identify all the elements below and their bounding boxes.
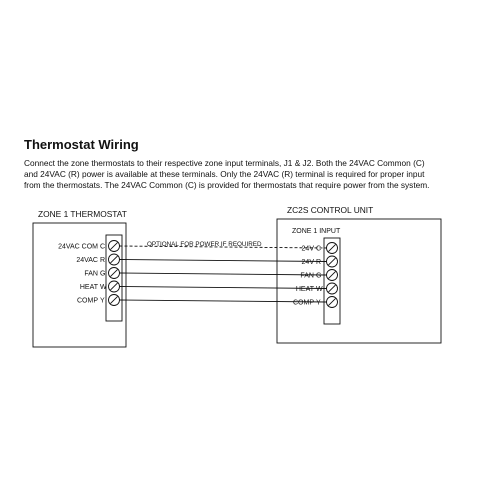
control-unit-title: ZC2S CONTROL UNIT (287, 205, 374, 215)
input-terminal-label: 24V (301, 259, 314, 266)
thermostat-screw-terminal (109, 254, 120, 265)
thermostat-terminal-label: FAN (84, 270, 98, 278)
thermostat-terminal-code: G (100, 270, 106, 278)
thermostat-screw-terminal (109, 268, 120, 279)
description-line-1: Connect the zone thermostats to their respective zone input terminals, J1 & J2. Both the 24VAC Common (C) (24, 158, 425, 168)
zone-input-title: ZONE 1 INPUT (292, 228, 341, 235)
input-screw-terminal (327, 256, 338, 267)
input-screw-terminal (327, 243, 338, 254)
thermostat-screw-terminal (109, 241, 120, 252)
input-terminal-label: FAN (300, 272, 314, 280)
thermostat-terminal-code: W (100, 284, 107, 291)
thermostat-terminal-label: COMP (77, 297, 98, 305)
thermostat-screw-terminal (109, 281, 120, 292)
input-terminal-code: R (316, 259, 322, 266)
thermostat-terminal-code: C (100, 243, 106, 251)
thermostat-terminal-label: HEAT (79, 284, 98, 291)
section-heading: Thermostat Wiring (24, 137, 139, 152)
input-terminal-code: W (316, 286, 323, 293)
input-terminal-code: G (316, 272, 322, 280)
input-terminals (293, 243, 338, 308)
control-unit-box (277, 219, 441, 343)
thermostat-terminal-code: R (100, 257, 106, 264)
description-line-3: from the thermostats. The 24VAC Common (C) is provided for thermostats that require power from the system. (24, 180, 430, 190)
wire-group (120, 246, 327, 302)
signal-wire (120, 260, 327, 262)
input-terminal-label: 24V (301, 245, 314, 253)
thermostat-terminal-label: 24VAC COM (58, 243, 98, 251)
thermostat-title: ZONE 1 THERMOSTAT (38, 209, 127, 219)
thermostat-terminal-label: 24VAC (76, 257, 98, 264)
input-screw-terminal (327, 283, 338, 294)
optional-power-note: OPTIONAL FOR POWER IF REQUIRED (147, 241, 262, 248)
input-screw-terminal (327, 297, 338, 308)
input-terminal-label: COMP (293, 299, 314, 307)
description-line-2: and 24VAC (R) power is available at these terminals. Only the 24VAC (R) terminal is required for proper input (24, 169, 425, 179)
thermostat-terminal-code: Y (100, 297, 105, 305)
input-screw-terminal (327, 270, 338, 281)
input-terminal-code: Y (316, 299, 321, 307)
input-terminal-label: HEAT (295, 286, 314, 293)
thermostat-screw-terminal (109, 295, 120, 306)
signal-wire (120, 273, 327, 275)
thermostat-terminals (58, 241, 119, 306)
input-terminal-code: C (316, 245, 322, 253)
